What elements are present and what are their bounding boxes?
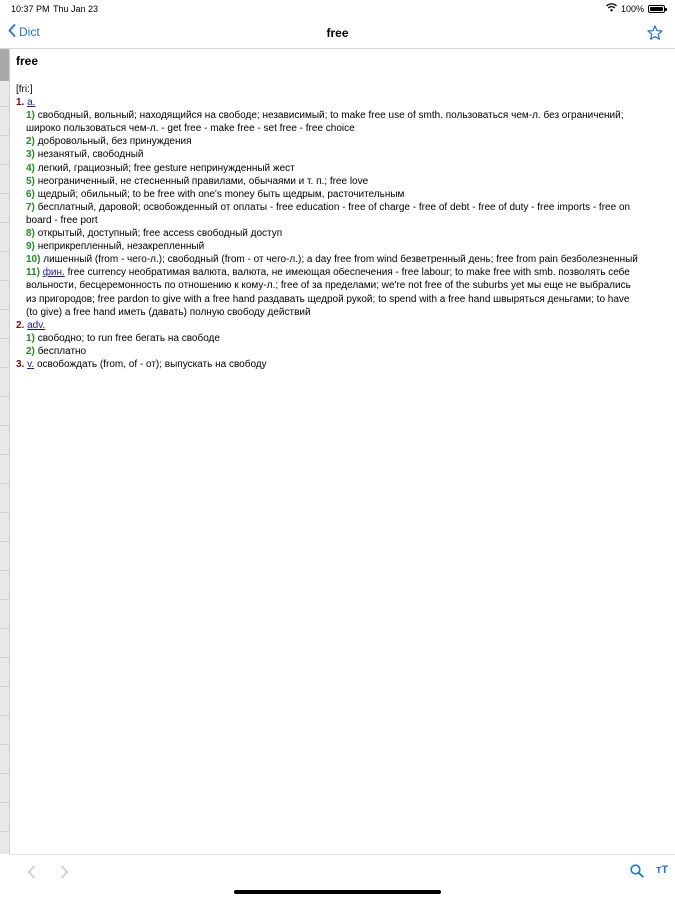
entry-line xyxy=(16,345,673,358)
sense-text: свободно; to run free бегать на свободе xyxy=(37,332,220,344)
subsense-number: 9) xyxy=(26,241,35,253)
sense-text: лишенный (from - чего-л.); свободный (from - от чего-л.); a day free from wind безветренный день; free from pain безболезненный xyxy=(43,254,638,266)
entry-line xyxy=(16,122,673,135)
index-scroll-strip[interactable] xyxy=(0,49,10,854)
entry-line xyxy=(16,358,673,371)
sense-text: открытый, доступный; free access свободный доступ xyxy=(37,228,283,240)
entry-line xyxy=(16,306,673,319)
sense-text: щедрый; обильный; to be free with one's money быть щедрым, расточительным xyxy=(37,188,405,200)
sense-text: незанятый, свободный xyxy=(37,149,144,161)
entry-line xyxy=(16,135,673,148)
page-title: free xyxy=(326,26,349,40)
headword: free xyxy=(16,54,39,68)
sense-text: неограниченный, не стесненный правилами, обычаями и т. п.; free love xyxy=(37,175,369,187)
sense-text: неприкрепленный, незакрепленный xyxy=(37,241,205,253)
subsense-number: 4) xyxy=(26,162,35,174)
text-size-icon[interactable]: тТ xyxy=(656,864,669,876)
search-icon[interactable] xyxy=(630,864,644,883)
entry-line xyxy=(16,109,673,122)
sense-text: board - free port xyxy=(26,214,98,226)
chevron-right-icon[interactable] xyxy=(60,865,69,884)
entry-line xyxy=(16,188,673,201)
sense-text: освобождать (from, of - от); выпускать на свободу xyxy=(36,358,267,370)
entry-line xyxy=(16,148,673,161)
chevron-left-icon[interactable] xyxy=(27,865,36,884)
status-bar xyxy=(0,0,675,18)
sense-number: 2. xyxy=(16,319,25,331)
sense-text: бесплатный, даровой; освобожденный от оплаты - free education - free of charge - free of debt - free of duty - free imports - free on xyxy=(37,201,631,213)
entry-line xyxy=(16,227,673,240)
subsense-number: 8) xyxy=(26,228,35,240)
entry-line xyxy=(16,279,673,292)
part-of-speech-link[interactable]: a. xyxy=(27,97,36,109)
entry-content xyxy=(16,49,673,371)
scroll-thumb[interactable] xyxy=(0,49,9,81)
back-label: Dict xyxy=(19,25,40,39)
entry-line xyxy=(16,293,673,306)
part-of-speech-link[interactable]: adv. xyxy=(27,319,46,331)
subsense-number: 6) xyxy=(26,188,35,200)
battery-percent: 100% xyxy=(620,3,644,14)
status-time: 10:37 PM xyxy=(11,4,50,14)
star-icon[interactable] xyxy=(647,25,663,45)
sense-text: вольности, бесцеремонность по отношению к кому-л.; free of за пределами; we're not free of the suburbs yet мы еще не выбрались xyxy=(26,280,631,292)
wifi-icon xyxy=(606,3,617,14)
subsense-number: 2) xyxy=(26,345,35,357)
sense-text: добровольный, без принуждения xyxy=(37,136,192,148)
transcription: [fri:] xyxy=(16,84,33,95)
part-of-speech-link[interactable]: фин. xyxy=(42,267,65,279)
sense-number: 1. xyxy=(16,97,25,109)
entry-line xyxy=(16,175,673,188)
entry-lines xyxy=(16,96,673,371)
sense-text: free currency необратимая валюта, валюта, не имеющая обеспечения - free labour; to make free with smb. позволять себе xyxy=(67,267,630,279)
subsense-number: 7) xyxy=(26,201,35,213)
entry-line xyxy=(16,266,673,279)
entry-line xyxy=(16,332,673,345)
sense-text: бесплатно xyxy=(37,345,87,357)
subsense-number: 2) xyxy=(26,136,35,148)
subsense-number: 5) xyxy=(26,175,35,187)
sense-number: 3. xyxy=(16,358,25,370)
part-of-speech-link[interactable]: v. xyxy=(27,358,35,370)
sense-text: (to give) a free hand иметь (давать) полную свободу действий xyxy=(26,306,311,318)
entry-line xyxy=(16,162,673,175)
navigation-bar xyxy=(0,18,675,49)
entry-line xyxy=(16,240,673,253)
sense-text: из пригородов; free pardon to give with a free hand раздавать щедрой рукой; to spend with a free hand швыряться деньгами; to have xyxy=(26,293,630,305)
subsense-number: 3) xyxy=(26,149,35,161)
entry-line xyxy=(16,253,673,266)
sense-text: широко пользоваться чем-л. - get free - make free - set free - free choice xyxy=(26,123,355,135)
battery-icon xyxy=(648,5,665,13)
entry-line xyxy=(16,214,673,227)
subsense-number: 10) xyxy=(26,254,41,266)
sense-text: легкий, грациозный; free gesture непринужденный жест xyxy=(37,162,295,174)
status-date: Thu Jan 23 xyxy=(53,4,99,14)
subsense-number: 1) xyxy=(26,332,35,344)
home-indicator[interactable] xyxy=(234,890,441,894)
subsense-number: 11) xyxy=(26,267,40,279)
entry-line xyxy=(16,201,673,214)
entry-line xyxy=(16,96,673,109)
entry-line xyxy=(16,319,673,332)
sense-text: свободный, вольный; находящийся на свободе; независимый; to make free use of smth. пользоваться чем-л. без ограничений; xyxy=(37,110,624,122)
subsense-number: 1) xyxy=(26,110,35,122)
status-right xyxy=(606,3,665,14)
